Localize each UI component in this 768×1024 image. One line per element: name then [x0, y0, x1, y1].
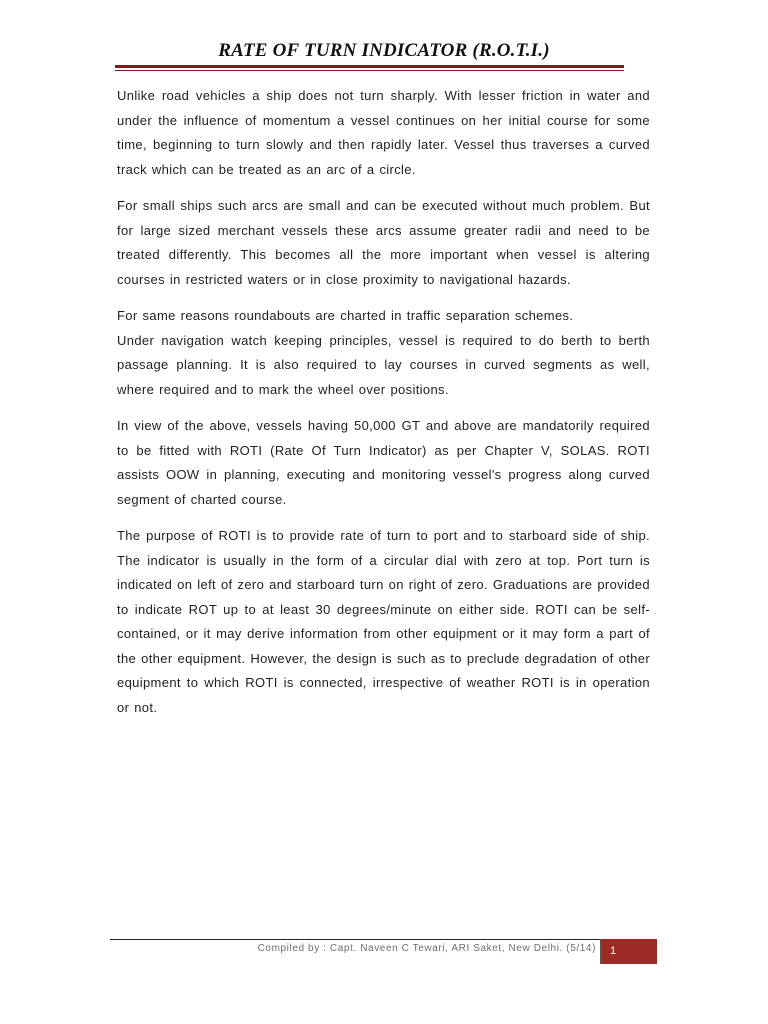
footer-credit: Compiled by : Capt. Naveen C Tewari, ARI Saket, New Delhi. (5/14): [257, 943, 596, 954]
paragraph-roti-purpose: The purpose of ROTI is to provide rate of turn to port and to starboard side of ship. The indicator is usually in the form of a circular dial with zero at top. Port turn is indicated on left of zero and starboard turn on right of zero. Graduations are provided to indicate ROT up to at least 30 degrees/minute on either side. ROTI can be self-contained, or it may derive information from other equipment or it may form a part of the other equipment. However, the design is such as to preclude degradation of other equipment to which ROTI is connected, irrespective of weather ROTI is in operation or not.: [117, 528, 650, 715]
page-number: 1: [602, 939, 657, 964]
paragraph-solas-requirement: In view of the above, vessels having 50,000 GT and above are mandatorily required to be fitted with ROTI (Rate Of Turn Indicator) as per Chapter V, SOLAS. ROTI assists OOW in planning, executing and monitoring vessel's progress along curved segment of charted course.: [117, 418, 650, 507]
footer-divider: [110, 939, 602, 940]
document-body: [117, 84, 650, 732]
paragraph-arc-size: For small ships such arcs are small and can be executed without much problem. But for large sized merchant vessels these arcs assume greater radii and need to be treated differently. This becomes all the more important when vessel is altering courses in restricted waters or in close proximity to navigational hazards.: [117, 198, 650, 287]
paragraph-passage-planning: Under navigation watch keeping principles, vessel is required to do berth to berth passage planning. It is also required to lay courses in curved segments as well, where required and to mark the wheel over positions.: [117, 332, 650, 397]
title-divider-thin: [115, 70, 624, 71]
paragraph-ship-turning: Unlike road vehicles a ship does not turn sharply. With lesser friction in water and under the influence of momentum a vessel continues on her initial course for some time, beginning to turn slowly and then rapidly later. Vessel thus traverses a curved track which can be treated as an arc of a circle.: [117, 88, 650, 177]
page-title: RATE OF TURN INDICATOR (R.O.T.I.): [218, 40, 550, 61]
paragraph-roundabouts: For same reasons roundabouts are charted in traffic separation schemes.: [117, 308, 574, 323]
title-divider-thick: [115, 65, 624, 68]
